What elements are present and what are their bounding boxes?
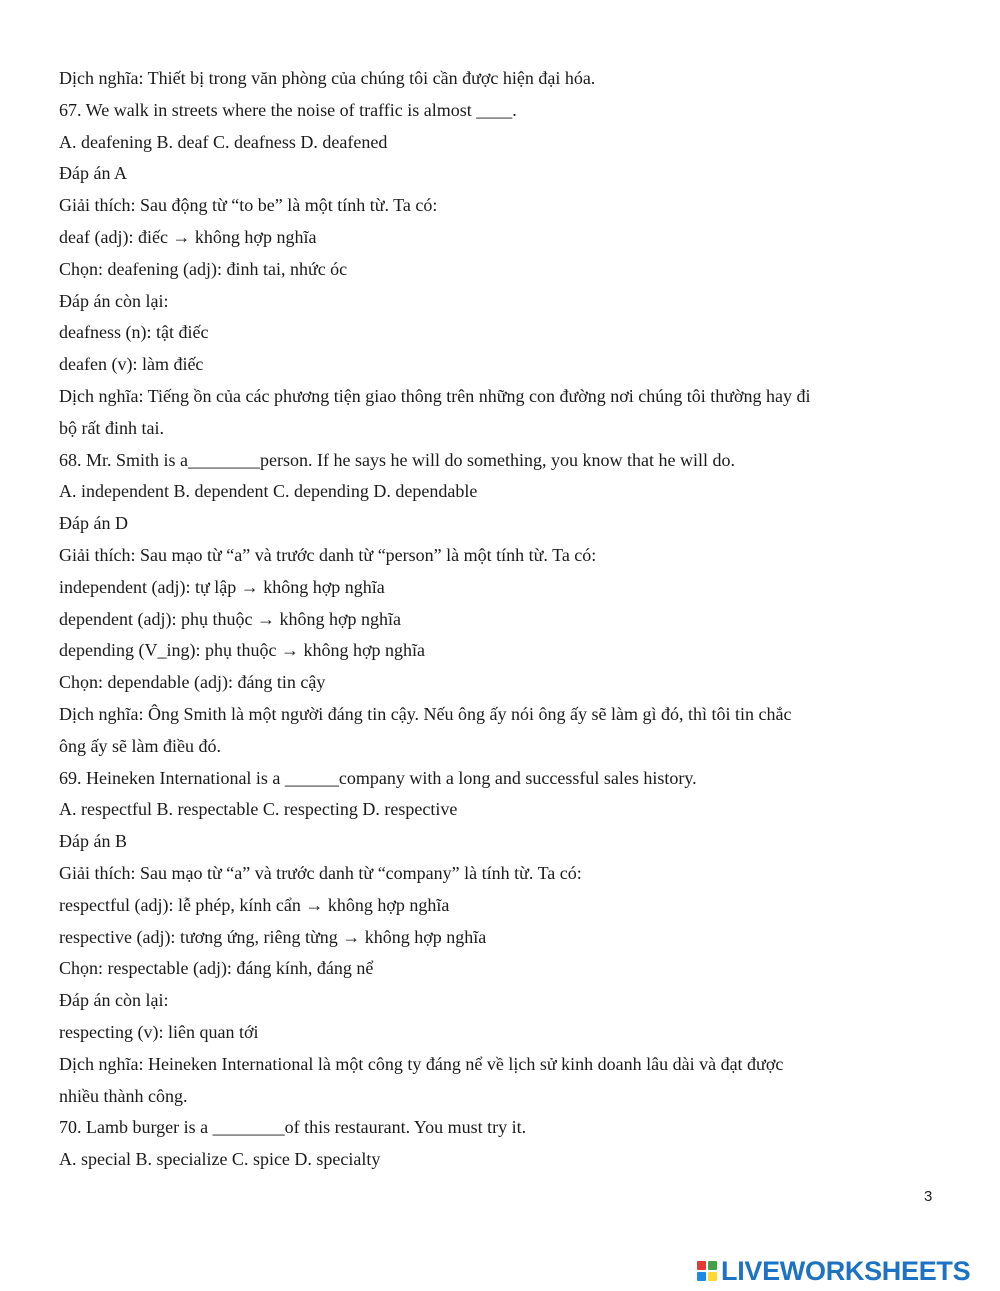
text-line: Chọn: dependable (adj): đáng tin cậy <box>59 672 326 693</box>
document-body <box>59 63 899 1176</box>
text-line: dependent (adj): phụ thuộc → không hợp nghĩa <box>59 608 401 629</box>
options-69: A. respectful B. respectable C. respecting D. respective <box>59 799 458 820</box>
text-line: respecting (v): liên quan tới <box>59 1021 259 1042</box>
text-line: Giải thích: Sau mạo từ “a” và trước danh từ “person” là một tính từ. Ta có: <box>59 544 597 565</box>
liveworksheets-logo-icon <box>697 1261 717 1281</box>
logo-square <box>708 1261 717 1270</box>
logo-square <box>697 1261 706 1270</box>
brand-text: LIVEWORKSHEETS <box>721 1256 971 1286</box>
text-line: deafen (v): làm điếc <box>59 354 204 375</box>
text-line: Dịch nghĩa: Tiếng ồn của các phương tiện giao thông trên những con đường nơi chúng tôi thường hay đi <box>59 385 811 406</box>
text-line: Đáp án còn lại: <box>59 290 169 311</box>
text-line: Giải thích: Sau mạo từ “a” và trước danh từ “company” là tính từ. Ta có: <box>59 862 582 883</box>
question-70: 70. Lamb burger is a ________of this restaurant. You must try it. <box>59 1117 527 1138</box>
text-line: Giải thích: Sau động từ “to be” là một tính từ. Ta có: <box>59 195 438 216</box>
text-line: Dịch nghĩa: Ông Smith là một người đáng tin cậy. Nếu ông ấy nói ông ấy sẽ làm gì đó, thì tôi tin chắc <box>59 703 792 724</box>
text-line: Dịch nghĩa: Thiết bị trong văn phòng của chúng tôi cần được hiện đại hóa. <box>59 68 596 88</box>
question-69: 69. Heineken International is a ______company with a long and successful sales history. <box>59 767 697 788</box>
answer-69: Đáp án B <box>59 831 127 852</box>
question-68: 68. Mr. Smith is a________person. If he says he will do something, you know that he will do. <box>59 449 735 470</box>
text-line: respective (adj): tương ứng, riêng từng → không hợp nghĩa <box>59 926 487 947</box>
text-line: deafness (n): tật điếc <box>59 322 209 343</box>
text-line: depending (V_ing): phụ thuộc → không hợp nghĩa <box>59 640 425 661</box>
text-line: Chọn: respectable (adj): đáng kính, đáng nể <box>59 958 374 979</box>
text-line: respectful (adj): lễ phép, kính cẩn → không hợp nghĩa <box>59 894 450 915</box>
text-line: Đáp án còn lại: <box>59 990 169 1011</box>
options-67: A. deafening B. deaf C. deafness D. deafened <box>59 131 388 152</box>
text-line: nhiều thành công. <box>59 1085 188 1106</box>
answer-67: Đáp án A <box>59 163 127 184</box>
logo-square <box>697 1272 706 1281</box>
text-line: bộ rất đinh tai. <box>59 417 164 438</box>
liveworksheets-brand <box>697 1256 970 1286</box>
page-number: 3 <box>924 1188 933 1205</box>
text-line: Dịch nghĩa: Heineken International là một công ty đáng nể về lịch sử kinh doanh lâu dài và đạt được <box>59 1053 784 1074</box>
answer-68: Đáp án D <box>59 513 128 534</box>
question-67: 67. We walk in streets where the noise of traffic is almost ____. <box>59 99 517 120</box>
text-line: independent (adj): tự lập → không hợp nghĩa <box>59 576 385 597</box>
text-line: Chọn: deafening (adj): đinh tai, nhức óc <box>59 258 348 279</box>
text-line: ông ấy sẽ làm điều đó. <box>59 735 221 756</box>
options-68: A. independent B. dependent C. depending D. dependable <box>59 481 478 502</box>
options-70: A. special B. specialize C. spice D. specialty <box>59 1149 381 1170</box>
text-line: deaf (adj): điếc → không hợp nghĩa <box>59 226 317 247</box>
logo-square <box>708 1272 717 1281</box>
